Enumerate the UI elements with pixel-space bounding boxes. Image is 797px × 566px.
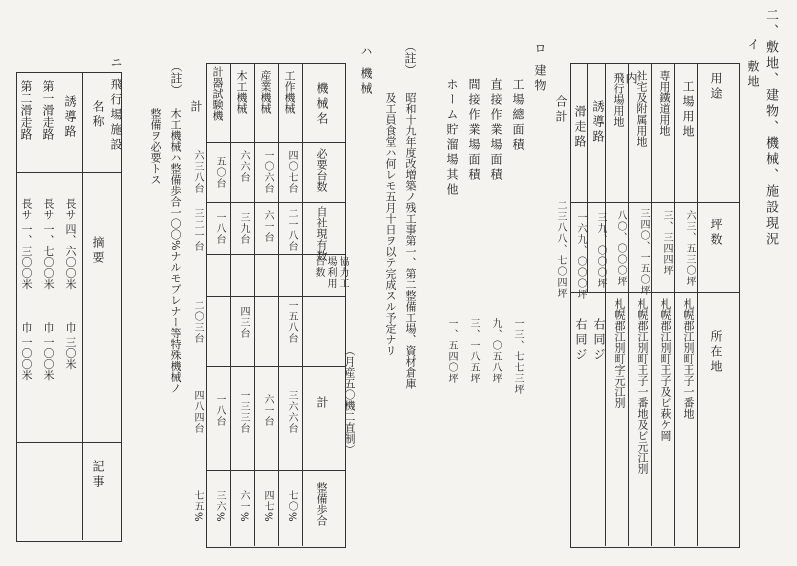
machines-row-total: 一三三台 [238,390,249,434]
land-row-location: 札幌郡江別町王子及ビ萩ケ岡 [659,298,672,441]
machines-row-owned: 六一台 [262,210,273,243]
facilities-header-note: 記事 [91,460,105,490]
facilities-header-name: 名称 [91,100,105,130]
land-row-use: 専用鐵道用地 [658,70,671,136]
machines-row-coop: 一五八台 [286,300,297,344]
buildings-row-value: 九、〇五八坪 [490,318,501,384]
land-row-location: 札幌郡江別町王子一番地 [682,298,695,419]
land-col-line-1 [697,63,698,546]
machines-row-total: 一八台 [214,394,225,427]
land-total-area: 二三八八、七〇四坪 [555,200,566,299]
machines-row-ratio: 七〇% [286,490,297,523]
machines-row-ratio: 三六% [214,490,225,523]
machines-header-owned: 自社現有数 [315,206,328,261]
note1-line: 昭和十九年度改増築ノ残工事第一、第二整備工場、資材倉庫 [404,92,417,389]
machines-row-owned: 一八台 [214,212,225,245]
facilities-row-length: 長サ 一、七〇〇米 [42,198,55,290]
land-sub-row-location: 右同ジ [592,318,606,363]
machines-subtitle: （月産五〇機二直制） [343,345,356,455]
land-row-use: 社宅及附属用地 [635,70,648,147]
machines-total-required: 六三八台 [192,150,203,194]
land-row-use: 工場用地 [681,80,695,140]
buildings-row-value: 一、五四〇坪 [446,318,457,384]
land-row-area: 八〇、〇〇〇坪 [615,210,626,287]
machines-total-total: 四八四台 [192,390,203,434]
facilities-col-line [82,72,83,540]
machines-row-required: 四〇七台 [286,150,297,194]
machines-header-total: 計 [315,396,329,408]
buildings-row-label: 直接作業場面積 [489,78,503,183]
machines-row-required: 一〇六台 [262,150,273,194]
buildings-row-value: 三、一八五坪 [468,318,479,384]
facilities-header-summary: 摘要 [91,236,105,266]
land-col-line-3 [651,63,652,546]
land-col-line-2 [674,63,675,546]
facilities-row-length: 長サ 一、三〇〇米 [20,198,33,290]
land-row-use: 飛行場用地 [612,72,625,127]
buildings-row-value: 一三、七七三坪 [512,318,523,395]
machines-total-ratio: 七五% [192,490,203,523]
machines-header-name: 機械名 [315,82,329,127]
machines-row-owned: 二一八台 [286,208,297,252]
facilities-row-line [16,442,121,443]
machines-header-required: 必要台数 [315,148,328,192]
facilities-row-length: 長サ 四、六〇〇米 [64,198,77,290]
note1-mark: （註） [403,40,417,76]
land-header-location: 所在地 [709,330,723,375]
facilities-row-name: 第二滑走路 [19,80,33,140]
buildings-row-label: ホーム貯溜場其他 [445,78,459,198]
land-row-location: 札幌郡江別町字元江別 [613,298,626,408]
machines-row-line [206,142,345,143]
machines-row-name: 木工機械 [235,70,248,114]
land-sub-row-area: 一六九、〇〇〇坪 [575,212,586,300]
machines-row-required: 五〇台 [214,156,225,189]
machines-row-line [206,366,345,367]
machines-table [206,63,346,548]
machines-section-title: ハ 機械 [359,45,373,97]
land-row-area: 六三、五三〇坪 [684,210,695,287]
machines-row-line [206,202,345,203]
buildings-row-label: 間接作業場面積 [467,78,481,183]
land-divider-1 [570,202,739,203]
machines-row-coop: 四三台 [238,306,249,339]
land-header-use: 用途 [709,72,723,102]
machines-col-line [302,63,303,546]
land-sub-row-location: 右同ジ [574,318,588,363]
land-sub-row-use: 誘導路 [591,100,605,145]
machines-total-coop: 二〇三台 [192,300,203,344]
machines-row-name: 計器試験機 [211,66,224,121]
facilities-table [16,72,122,542]
machines-row-line [206,470,345,471]
land-row-area: 三、三四四坪 [661,210,672,276]
land-section-title: イ 敷地 [746,38,760,90]
land-row-area: 三四〇、一五〇坪 [638,208,649,296]
land-sub-group-label: 内 [624,72,638,84]
facilities-row-name: 誘導路 [63,95,77,140]
machines-row-line [206,296,345,297]
machines-col-line [278,63,279,546]
machines-header-ratio: 整備歩合 [315,482,328,526]
buildings-row-label: 工場總面積 [511,78,525,153]
land-row-location: 札幌郡江別町王子一番地及ビ元江別 [636,298,649,474]
facilities-row-name: 第一滑走路 [41,80,55,140]
machines-row-total: 三六六台 [286,390,297,434]
machines-col-line [254,63,255,546]
machines-header-coop: 協力工場利用台数 [313,256,348,289]
land-col-line-5 [605,63,606,546]
machines-total-owned: 三二一台 [192,208,203,252]
machines-col-line [230,63,231,546]
machines-row-required: 六六台 [238,150,249,183]
machines-row-total: 六一台 [262,394,273,427]
machines-row-ratio: 六一% [238,490,249,523]
land-divider-2 [570,292,739,293]
land-sub-row-area: 三九、〇〇〇坪 [595,212,606,289]
machines-row-name: 産業機械 [259,70,272,114]
facilities-section-title: ニ 飛行場施設 [109,56,123,153]
page-heading: 二、敷地、建物、機械、施設現況 [763,8,778,248]
note2-line: 整備ヲ必要トス [149,108,162,185]
note1-line: 及工員食堂ハ何レモ五月十日ヲ以テ完成スル予定ナリ [384,92,397,356]
land-total-label: 合計 [554,95,568,125]
machines-row-ratio: 四七% [262,490,273,523]
note2-line: 木工機械ハ整備歩合一〇〇%ナルモブレナー等特殊機械ノ [169,108,182,394]
machines-total-name: 計 [189,100,203,112]
machines-row-name: 工作機械 [283,70,296,114]
land-col-line-6 [587,63,588,293]
facilities-row-width: 巾 三〇米 [64,322,77,370]
machines-row-owned: 三九台 [238,212,249,245]
facilities-row-line [16,172,121,173]
land-header-area: 坪数 [709,218,723,248]
note2-mark: （註） [169,60,183,96]
facilities-row-width: 巾 一〇〇米 [20,322,33,381]
land-sub-row-use: 滑走路 [573,105,587,150]
land-col-line-4 [628,63,629,546]
facilities-row-width: 巾 一〇〇米 [42,322,55,381]
buildings-section-title: ロ 建物 [533,42,547,94]
